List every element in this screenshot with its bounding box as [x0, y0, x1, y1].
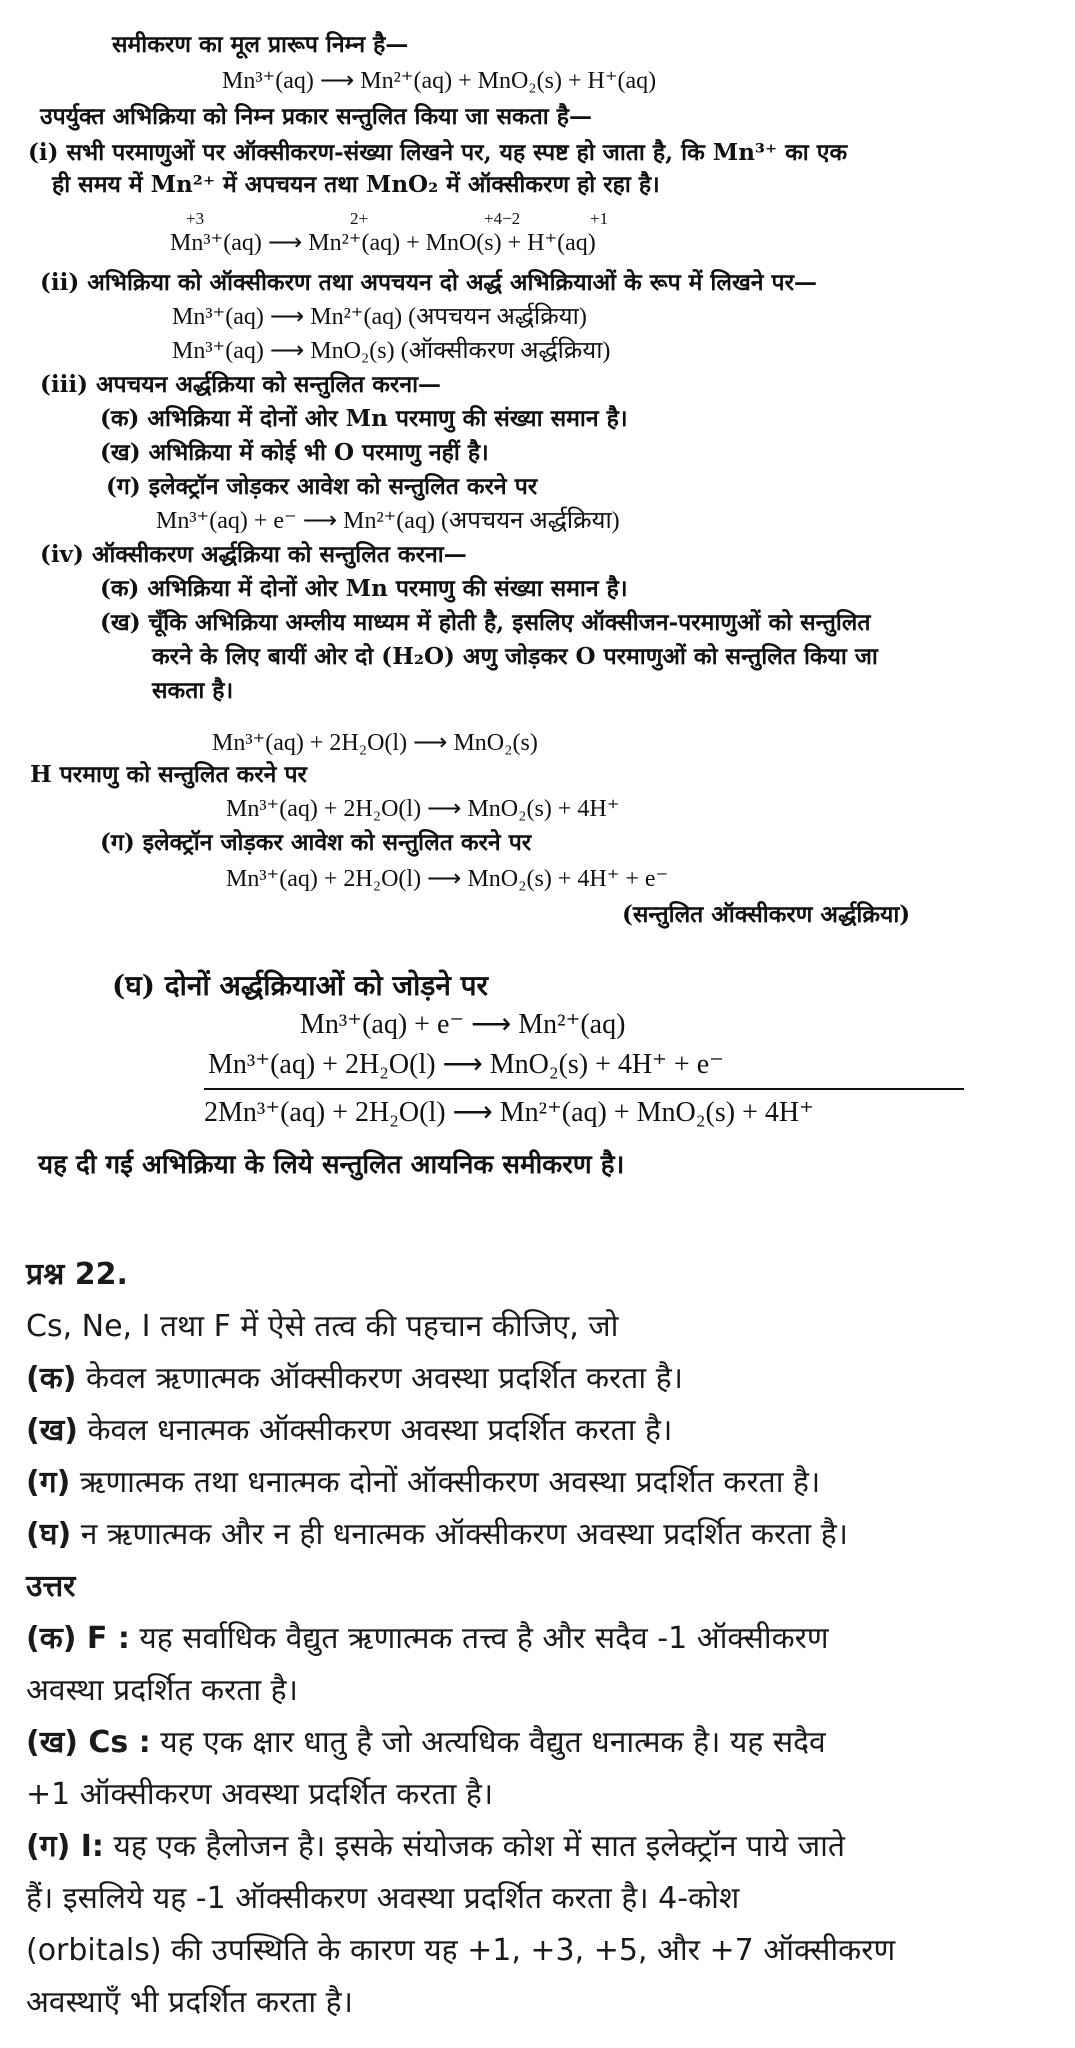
text-line: (iii) अपचयन अर्द्धक्रिया को सन्तुलित करना— — [40, 371, 442, 398]
equation: Mn³⁺(aq) ⟶ Mn²⁺(aq) + MnO(s) + H⁺(aq) — [170, 230, 596, 256]
question-intro: Cs, Ne, I तथा F में ऐसे तत्व की पहचान कीजिए, जो — [26, 1309, 619, 1344]
text-line: (ग) इलेक्ट्रॉन जोड़कर आवेश को सन्तुलित करने पर — [106, 473, 538, 500]
text-line: (i) सभी परमाणुओं पर ऑक्सीकरण-संख्या लिखने पर, यह स्पष्ट हो जाता है, कि Mn³⁺ का एक — [28, 139, 848, 166]
text-line: (क) अभिक्रिया में दोनों ओर Mn परमाणु की संख्या समान है। — [100, 405, 628, 432]
equation: Mn³⁺(aq) ⟶ Mn²⁺(aq) (अपचयन अर्द्धक्रिया) — [172, 304, 587, 330]
answer-line: हैं। इसलिये यह -1 ऑक्सीकरण अवस्था प्रदर्शित करता है। 4-कोश — [26, 1881, 740, 1916]
question-part: (क) केवल ऋणात्मक ऑक्सीकरण अवस्था प्रदर्शित करता है। — [26, 1361, 684, 1396]
text-line: (ग) इलेक्ट्रॉन जोड़कर आवेश को सन्तुलित करने पर — [100, 829, 532, 856]
question-part: (ख) केवल धनात्मक ऑक्सीकरण अवस्था प्रदर्शित करता है। — [26, 1413, 673, 1448]
text-line: (ख) चूँकि अभिक्रिया अम्लीय माध्यम में होती है, इसलिए ऑक्सीजन-परमाणुओं को सन्तुलित — [100, 609, 871, 636]
text-line: करने के लिए बायीं ओर दो (H₂O) अणु जोड़कर O परमाणुओं को सन्तुलित किया जा — [152, 643, 878, 670]
sum-line — [204, 1088, 964, 1090]
answer-line: (ख) Cs : यह एक क्षार धातु है जो अत्यधिक वैद्युत धनात्मक है। यह सदैव — [26, 1725, 826, 1760]
text-line: उपर्युक्त अभिक्रिया को निम्न प्रकार सन्तुलित किया जा सकता है— — [40, 103, 592, 130]
answer-line: अवस्था प्रदर्शित करता है। — [26, 1673, 298, 1708]
text-line: (ख) अभिक्रिया में कोई भी O परमाणु नहीं है। — [100, 439, 489, 466]
question-part: (घ) न ऋणात्मक और न ही धनात्मक ऑक्सीकरण अवस्था प्रदर्शित करता है। — [26, 1517, 849, 1552]
text-line: समीकरण का मूल प्रारूप निम्न है— — [112, 31, 409, 58]
text-line: (घ) दोनों अर्द्धक्रियाओं को जोड़ने पर — [112, 969, 488, 1002]
oxidation-number: +1 — [590, 209, 609, 228]
answer-line: (क) F : यह सर्वाधिक वैद्युत ऋणात्मक तत्त्व है और सदैव -1 ऑक्सीकरण — [26, 1621, 829, 1656]
oxidation-number: +4−2 — [484, 209, 521, 228]
answer-line: अवस्थाएँ भी प्रदर्शित करता है। — [26, 1985, 353, 2020]
answer-heading: उत्तर — [26, 1569, 76, 1604]
text-line: H परमाणु को सन्तुलित करने पर — [30, 761, 307, 788]
answer-line: (ग) I: यह एक हैलोजन है। इसके संयोजक कोश में सात इलेक्ट्रॉन पाये जाते — [26, 1829, 845, 1864]
text-line: (सन्तुलित ऑक्सीकरण अर्द्धक्रिया) — [622, 901, 911, 928]
equation: Mn³⁺(aq) + e⁻ ⟶ Mn²⁺(aq) (अपचयन अर्द्धक्रिया) — [156, 508, 620, 534]
answer-line: (orbitals) की उपस्थिति के कारण यह +1, +3, +5, और +7 ऑक्सीकरण — [26, 1933, 896, 1968]
equation: Mn³⁺(aq) + 2H₂O(l) ⟶ MnO₂(s) — [212, 730, 538, 756]
text-line: यह दी गई अभिक्रिया के लिये सन्तुलित आयनिक समीकरण है। — [38, 1150, 625, 1180]
text-line: ही समय में Mn²⁺ में अपचयन तथा MnO₂ में ऑक्सीकरण हो रहा है। — [52, 171, 660, 198]
equation: Mn³⁺(aq) + 2H₂O(l) ⟶ MnO₂(s) + 4H⁺ — [226, 796, 620, 822]
text-line: (ii) अभिक्रिया को ऑक्सीकरण तथा अपचयन दो अर्द्ध अभिक्रियाओं के रूप में लिखने पर— — [40, 269, 818, 296]
equation: 2Mn³⁺(aq) + 2H₂O(l) ⟶ Mn²⁺(aq) + MnO₂(s) + 4H⁺ — [204, 1097, 814, 1128]
text-line: (क) अभिक्रिया में दोनों ओर Mn परमाणु की संख्या समान है। — [100, 575, 628, 602]
question-title: प्रश्न 22. — [26, 1257, 128, 1292]
answer-line: +1 ऑक्सीकरण अवस्था प्रदर्शित करता है। — [26, 1777, 494, 1812]
equation: Mn³⁺(aq) ⟶ MnO₂(s) (ऑक्सीकरण अर्द्धक्रिया) — [172, 338, 611, 364]
equation: Mn³⁺(aq) + 2H₂O(l) ⟶ MnO₂(s) + 4H⁺ + e⁻ — [208, 1049, 724, 1080]
text-line: (iv) ऑक्सीकरण अर्द्धक्रिया को सन्तुलित करना— — [40, 541, 467, 568]
oxidation-number: 2+ — [350, 209, 369, 228]
equation: Mn³⁺(aq) ⟶ Mn²⁺(aq) + MnO₂(s) + H⁺(aq) — [222, 68, 657, 94]
equation: Mn³⁺(aq) + 2H₂O(l) ⟶ MnO₂(s) + 4H⁺ + e⁻ — [226, 866, 669, 892]
text-line: सकता है। — [152, 677, 234, 704]
question-part: (ग) ऋणात्मक तथा धनात्मक दोनों ऑक्सीकरण अवस्था प्रदर्शित करता है। — [26, 1465, 821, 1500]
oxidation-number: +3 — [186, 209, 205, 228]
equation: Mn³⁺(aq) + e⁻ ⟶ Mn²⁺(aq) — [300, 1009, 626, 1040]
